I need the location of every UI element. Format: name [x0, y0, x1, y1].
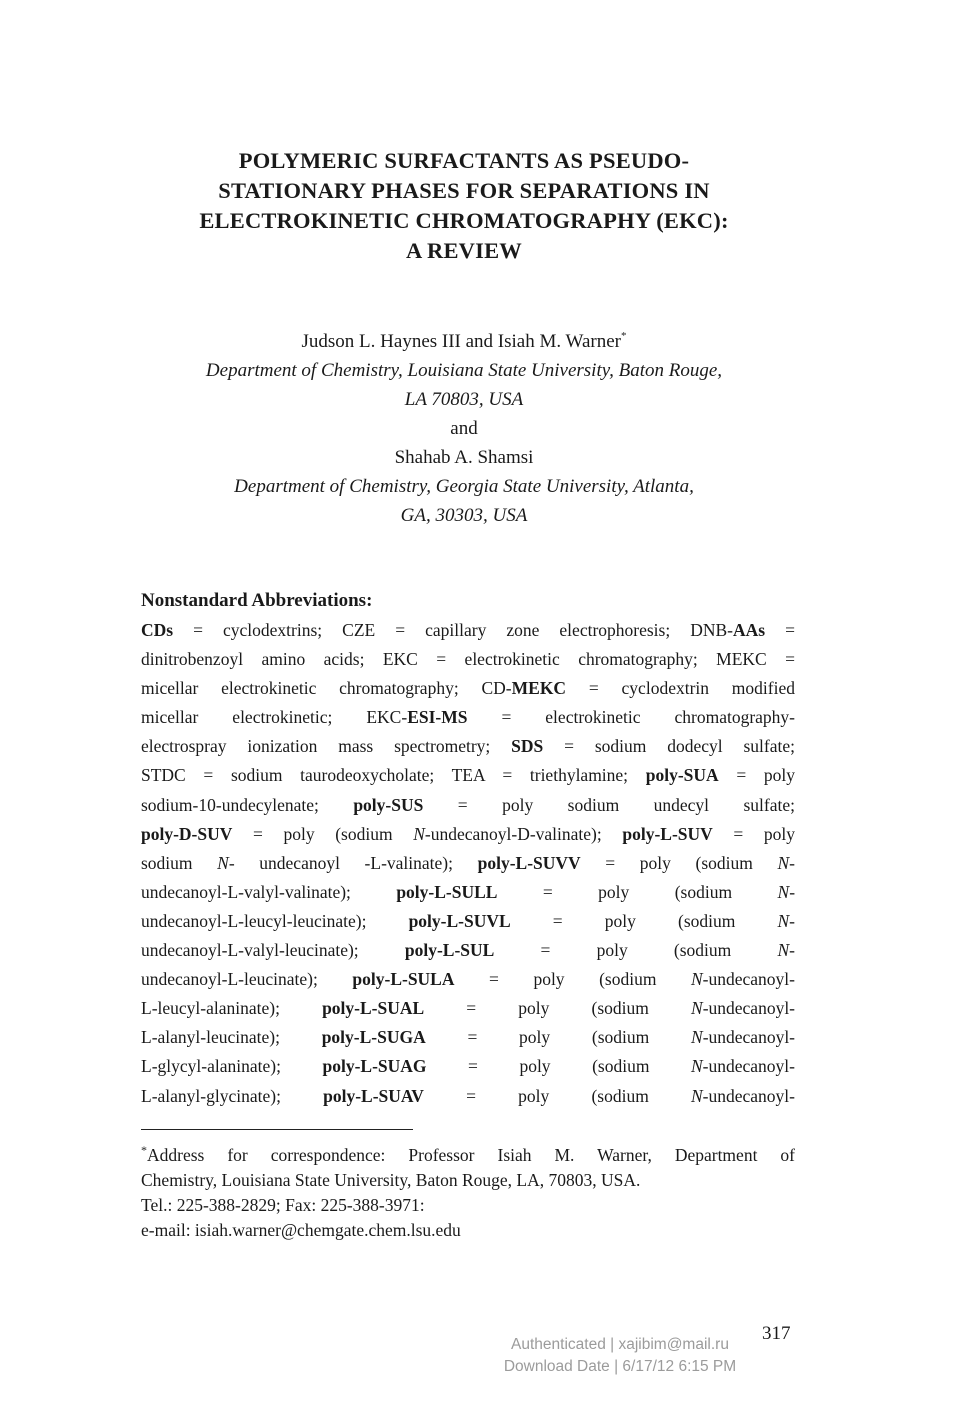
page-number: 317	[762, 1323, 791, 1344]
abbreviations-heading: Nonstandard Abbreviations:	[141, 590, 373, 611]
footnote-mark: *	[141, 1143, 147, 1157]
abbreviation-text: micellar electrokinetic chromatography; CD-	[141, 678, 512, 699]
affiliation-1-line-2: LA 70803, USA	[404, 389, 524, 410]
abbreviation-text: undecanoyl-L-valyl-valinate);	[141, 881, 397, 902]
title-line-4: A REVIEW	[405, 238, 522, 263]
affiliation-2-line-2: GA, 30303, USA	[400, 505, 528, 526]
abbreviation-line	[141, 674, 795, 703]
abbreviation-line	[141, 761, 795, 790]
abbreviation-text: L-alanyl-leucinate);	[141, 1027, 322, 1048]
author-conjunction: and	[450, 418, 478, 439]
abbreviation-line	[141, 791, 795, 820]
abbreviation-term: CDs	[141, 620, 174, 640]
abbreviation-text: N	[217, 852, 229, 873]
abbreviation-text: = poly	[712, 823, 795, 844]
abbreviation-text: = poly (sodium	[232, 823, 414, 844]
footnote-address-text: Address for correspondence: Professor Isiah M. Warner, Department of	[147, 1145, 795, 1165]
abbreviation-text: N	[777, 852, 790, 873]
abbreviation-text: N	[691, 998, 703, 1019]
abbreviation-text: -undecanoyl-	[702, 969, 795, 990]
abbreviation-line	[141, 732, 795, 761]
abbreviation-text: = poly sodium undecyl sulfate;	[423, 794, 795, 815]
abbreviation-text: STDC = sodium taurodeoxycholate; TEA = triethylamine;	[141, 765, 646, 786]
abbreviation-line	[141, 936, 795, 965]
abbreviations-body	[141, 616, 795, 1111]
abbreviation-text: = cyclodextrins; CZE = capillary zone electrophoresis; DNB-	[173, 620, 734, 640]
abbreviation-term: poly-L-SUGA	[321, 1027, 426, 1048]
abbreviation-text: = sodium dodecyl sulfate;	[543, 736, 795, 757]
abbreviation-term: poly-L-SULA	[352, 969, 455, 990]
abbreviation-text: = poly (sodium	[494, 940, 778, 961]
abbreviation-line	[141, 703, 795, 732]
abbreviation-text: undecanoyl-L-leucyl-leucinate);	[141, 910, 409, 931]
abbreviation-text: = poly (sodium	[426, 1056, 691, 1077]
abbreviation-line	[141, 645, 795, 674]
abbreviation-text: = poly (sodium	[580, 852, 778, 873]
abbreviation-text: = poly (sodium	[497, 881, 778, 902]
footnote-email: e-mail: isiah.warner@chemgate.chem.lsu.edu	[141, 1220, 461, 1240]
abbreviation-text: sodium-10-undecylenate;	[141, 794, 354, 815]
article-title	[130, 146, 798, 266]
abbreviation-text: -	[789, 852, 795, 873]
abbreviation-text: N	[777, 910, 790, 931]
abbreviation-term: poly-L-SUAG	[322, 1056, 427, 1077]
abbreviation-line	[141, 1082, 795, 1111]
abbreviation-term: poly-L-SUAV	[323, 1085, 424, 1106]
abbreviation-line	[141, 1023, 795, 1052]
abbreviation-text: = poly (sodium	[424, 998, 691, 1019]
abbreviation-text: = poly (sodium	[510, 910, 778, 931]
abbreviation-text: -undecanoyl-D-valinate);	[424, 823, 623, 844]
abbreviation-text: L-leucyl-alaninate);	[141, 998, 323, 1019]
abbreviation-term: poly-L-SUL	[404, 940, 495, 961]
abbreviation-text: = poly (sodium	[423, 1085, 691, 1106]
correspondence-mark: *	[620, 330, 627, 342]
abbreviation-line	[141, 1052, 795, 1081]
abbreviation-line	[141, 878, 795, 907]
abbreviation-text: undecanoyl-L-leucinate);	[141, 969, 353, 990]
abbreviation-text: -undecanoyl-	[702, 998, 796, 1019]
abbreviation-line	[141, 994, 795, 1023]
abbreviation-text: N	[690, 969, 703, 990]
abbreviation-term: SDS	[511, 736, 544, 757]
abbreviation-text: N	[690, 1085, 703, 1106]
abbreviation-text: N	[777, 881, 790, 902]
footnote-phone-fax: Tel.: 225-388-2829; Fax: 225-388-3971:	[141, 1195, 425, 1215]
abbreviation-term: poly-L-SUVV	[477, 852, 581, 873]
abbreviation-line	[141, 849, 795, 878]
abbreviations-section	[141, 587, 795, 1111]
abbreviation-text: = poly (sodium	[454, 969, 691, 990]
primary-authors-line	[130, 322, 798, 356]
abbreviation-term: poly-L-SUV	[622, 823, 713, 844]
abbreviation-text: -	[789, 910, 795, 931]
abbreviation-term: poly-D-SUV	[141, 823, 233, 844]
title-line-2: STATIONARY PHASES FOR SEPARATIONS IN	[218, 178, 710, 203]
abbreviation-text: dinitrobenzoyl amino acids; EKC = electrokinetic chromatography; MEKC =	[141, 649, 795, 670]
abbreviation-text: L-alanyl-glycinate);	[141, 1085, 324, 1106]
affiliation-1-line-1: Department of Chemistry, Louisiana State University, Baton Rouge,	[205, 360, 723, 381]
abbreviation-text: -undecanoyl-	[702, 1027, 796, 1048]
abbreviation-text: electrospray ionization mass spectrometry;	[141, 736, 512, 757]
abbreviation-text: N	[690, 1056, 703, 1077]
abbreviation-text: N	[777, 940, 790, 961]
abbreviation-text: undecanoyl-L-valyl-leucinate);	[141, 940, 405, 961]
abbreviation-term: poly-SUS	[353, 794, 424, 815]
abbreviation-text: micellar electrokinetic; EKC-	[141, 707, 408, 728]
secondary-author: Shahab A. Shamsi	[394, 447, 534, 468]
title-line-3: ELECTROKINETIC CHROMATOGRAPHY (EKC):	[199, 208, 729, 233]
abbreviation-line	[141, 965, 795, 994]
abbreviation-term: AAs	[733, 620, 766, 640]
abbreviation-line	[141, 820, 795, 849]
abbreviation-term: poly-L-SUVL	[408, 910, 511, 931]
abbreviation-text: - undecanoyl -L-valinate);	[228, 852, 478, 873]
author-block	[130, 322, 798, 530]
footnote-line-2: Chemistry, Louisiana State University, Baton Rouge, LA, 70803, USA.	[141, 1170, 641, 1190]
abbreviation-term: ESI-MS	[407, 707, 468, 728]
abbreviation-text: L-glycyl-alaninate);	[141, 1056, 323, 1077]
abbreviation-text: = cyclodextrin modified	[566, 678, 795, 699]
footnote-divider	[141, 1129, 413, 1130]
abbreviation-text: sodium	[141, 852, 218, 873]
title-line-1: POLYMERIC SURFACTANTS AS PSEUDO-	[238, 148, 690, 173]
watermark-line-2: Download Date | 6/17/12 6:15 PM	[503, 1358, 737, 1375]
abbreviation-text: -	[789, 940, 795, 961]
abbreviation-line	[141, 907, 795, 936]
abbreviation-text: =	[765, 620, 795, 640]
abbreviation-term: poly-L-SULL	[396, 881, 498, 902]
abbreviation-term: MEKC	[511, 678, 567, 699]
abbreviation-line	[141, 616, 795, 645]
correspondence-footnote	[141, 1138, 795, 1243]
affiliation-2-line-1: Department of Chemistry, Georgia State University, Atlanta,	[234, 476, 694, 497]
primary-authors: Judson L. Haynes III and Isiah M. Warner	[301, 331, 621, 352]
abbreviation-text: N	[413, 823, 425, 844]
abbreviation-text: = electrokinetic chromatography-	[467, 707, 795, 728]
footnote-line-1	[141, 1138, 795, 1168]
download-watermark	[480, 1334, 760, 1378]
abbreviation-text: -	[789, 881, 796, 902]
watermark-line-1: Authenticated | xajibim@mail.ru	[511, 1336, 729, 1353]
abbreviation-text: = poly (sodium	[425, 1027, 691, 1048]
abbreviation-text: = poly	[718, 765, 795, 786]
abbreviation-text: N	[691, 1027, 703, 1048]
abbreviation-term: poly-L-SUAL	[322, 998, 425, 1019]
abbreviation-text: -undecanoyl-	[702, 1056, 795, 1077]
abbreviation-text: -undecanoyl-	[702, 1085, 795, 1106]
abbreviation-term: poly-SUA	[645, 765, 719, 786]
